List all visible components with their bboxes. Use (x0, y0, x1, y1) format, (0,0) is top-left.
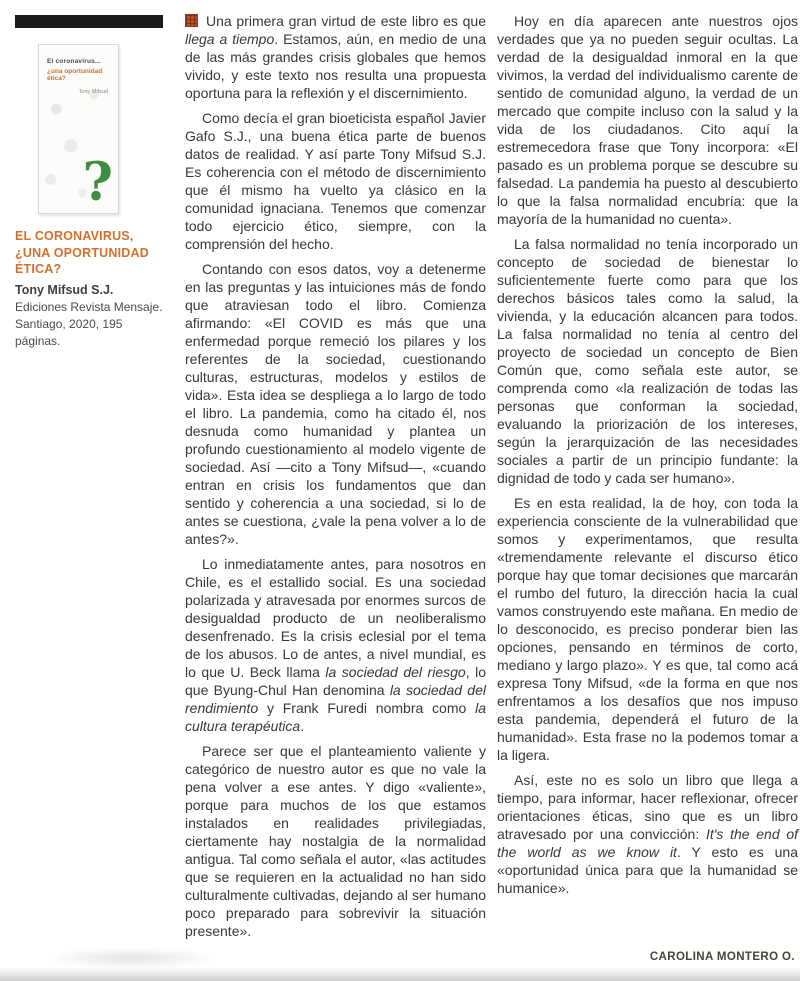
paragraph: Lo inmediatamente antes, para nosotros en Chile, es el estallido social. Es una sociedad polarizada y atravesada por enormes surcos de desigualdad producto de un neoliberalismo desenfrenado. Es la crisis eclesial por el tema de los abusos. Lo de antes, a nivel mundial, es lo que U. Beck llama la sociedad del riesgo, lo que Byung-Chul Han denomina la sociedad del rendimiento y Frank Furedi nombra como la cultura terapéutica. (185, 556, 486, 734)
section-divider-bar (15, 15, 163, 28)
book-author: Tony Mifsud S.J. (15, 282, 114, 297)
paragraph: Así, este no es solo un libro que llega a tiempo, para informar, hacer reflexionar, ofrecer orientaciones éticas, sino que es un libro atravesado por una convicción: It's the end of the world as we know it. Y esto es una «oportunidad única para que la humanidad se humanice». (497, 772, 799, 896)
cover-title-line1: El coronavirus... (47, 58, 101, 65)
question-mark-icon: ? (82, 152, 113, 213)
book-publisher: Ediciones Revista Mensaje. (15, 299, 163, 314)
column-1 (185, 12, 486, 947)
scan-smudge (40, 948, 220, 968)
column-2 (497, 12, 798, 904)
reviewer-signature: CAROLINA MONTERO O. (649, 951, 795, 963)
book-info-sidebar (15, 15, 171, 350)
cover-title-line2: ¿una oportunidad ética? (47, 68, 103, 82)
book-title: EL CORONAVIRUS, ¿UNA OPORTUNIDAD ÉTICA? (15, 229, 149, 276)
paragraph: La falsa normalidad no tenía incorporado un concepto de sociedad de bienestar lo suficientemente fuerte como para que los derechos básicos tales como la salud, la vivienda, y la educación alcancen para todos. La falsa normalidad no tenía al centro del proyecto de sociedad un concepto de Bien Común que, como señala este autor, se comprenda como «la realización de todas las personas que conforman la sociedad, evaluando la priorización de los intereses, según la jerarquización de las necesidades sociales a partir de un principio fundante: la dignidad de todo y cada ser humano». (497, 236, 798, 486)
scan-bottom-shade (0, 967, 800, 981)
section-bullet-icon (185, 14, 198, 27)
book-edition: Santiago, 2020, 195 páginas. (15, 316, 123, 348)
paragraph: Es en esta realidad, la de hoy, con toda la experiencia consciente de la vulnerabilidad que somos y experimentamos, que resulta «tremendamente relevante el discurso ético porque hay que tomar decisiones que marcarán el rumbo del futuro, la dirección hacia la cual vamos construyendo este mañana. En medio de lo desconocido, es preciso ponderar bien las opciones, pensando en términos de corto, mediano y largo plazo». Y es que, tal como acá expresa Tony Mifsud, «de la forma en que nos enfrentamos a los desafíos que nos impuso esta pandemia, dependerá el futuro de la humanidad». Esta frase no la podemos tomar a la ligera. (497, 495, 798, 763)
book-cover-image (38, 44, 119, 214)
cover-author: Tony Mifsud (78, 89, 108, 95)
paragraph: Parece ser que el planteamiento valiente y categórico de nuestro autor es que no vale la pena volver a ese antes. Y digo «valiente», porque para muchos de los que estamos instalados en realidades privilegiadas, ciertamente hay nostalgia de la normalidad antigua. Tal como señala el autor, «las actitudes que se requieren en la actualidad no han sido culturalmente cultivadas, dejando al ser humano poco preparado para sobrevivir la situación presente». (185, 743, 486, 939)
paragraph: Contando con esos datos, voy a detenerme en las preguntas y las intuiciones más de fondo que atraviesan todo el libro. Comienza afirmando: «El COVID es más que una enfermedad porque remeció los pilares y los referentes de la sociedad, cuestionando culturas, estructuras, modelos y estilos de vida». Esta idea se despliega a lo largo de todo el libro. La pandemia, como ha citado él, nos desnuda como humanidad y plantea un profundo cuestionamiento al modelo vigente de sociedad. Así —cito a Tony Mifsud—, «cuando entran en crisis los fundamentos que dan sentido y coherencia a una sociedad, si lo de antes se cuestiona, ¿vale la pena volver a lo de antes?». (185, 261, 486, 547)
paragraph: Una primera gran virtud de este libro es que llega a tiempo. Estamos, aún, en medio de una de las más grandes crisis globales que hemos vivido, y este texto nos resulta una propuesta oportuna para la reflexión y el discernimiento. (185, 13, 486, 101)
paragraph: Como decía el gran bioeticista español Javier Gafo S.J., una buena ética parte de buenos datos de realidad. Y así parte Tony Mifsud S.J. Es coherencia con el método de discernimiento que él mismo ha vuelto ya clásico en la comunidad ignaciana. Tenemos que comenzar todo ejercicio ético, siempre, con la comprensión del hecho. (185, 110, 486, 252)
paragraph: Hoy en día aparecen ante nuestros ojos verdades que ya no pueden seguir ocultas. La verdad de la desigualdad inmoral en la que vivimos, la verdad del individualismo carente de sentido de comunidad alguno, la verdad de un mercado que compite incluso con la salud y la vida de los ciudadanos. Cito aquí la estremecedora frase que Tony incorpora: «El pasado es un problema porque se descubre su falsedad. La pandemia ha puesto al descubierto lo que la falsa normalidad encubría: que la mayoría de la humanidad no cuenta». (497, 13, 798, 227)
